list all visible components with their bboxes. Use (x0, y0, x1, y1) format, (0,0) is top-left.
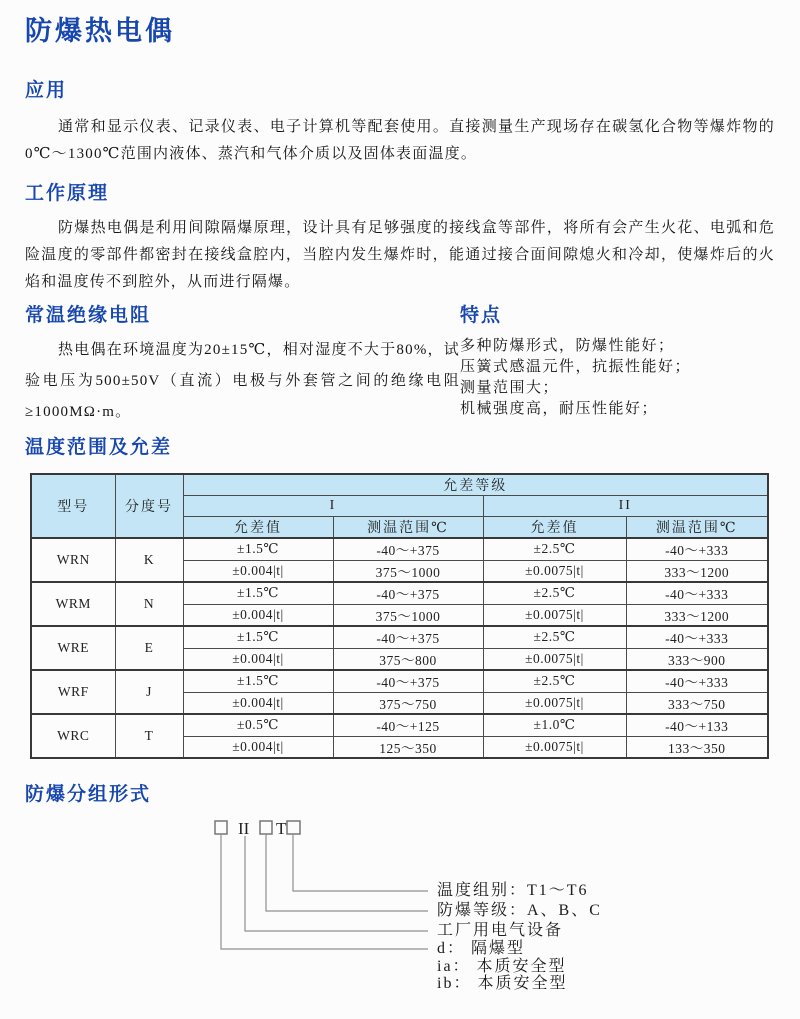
feature-list (460, 336, 775, 420)
table-cell: ±0.004|t| (183, 648, 333, 670)
table-row (31, 538, 768, 560)
code-box-3 (260, 821, 272, 834)
table-cell: -40～+333 (626, 538, 768, 560)
code-part-II: II (238, 819, 250, 838)
diagram-lines (25, 820, 775, 1003)
table-cell: -40～+133 (626, 714, 768, 736)
tolerance-table-header (31, 474, 768, 538)
connector-line-factory (245, 836, 428, 931)
table-cell: ±0.0075|t| (483, 692, 626, 714)
features-column (460, 304, 775, 428)
table-cell: ±0.004|t| (183, 560, 333, 582)
table-cell: WRM (31, 582, 115, 626)
table-row (31, 670, 768, 692)
feature-item: 压簧式感温元件，抗振性能好； (460, 359, 692, 375)
tolerance-table (30, 473, 769, 759)
table-cell: ±0.0075|t| (483, 648, 626, 670)
table-cell: 125～350 (333, 736, 483, 758)
table-cell: ±0.5℃ (183, 714, 333, 736)
table-cell: 333～1200 (626, 560, 768, 582)
table-cell: ±2.5℃ (483, 626, 626, 648)
col-header-tolerance-value: 允差值 (183, 517, 333, 539)
table-cell: -40～+333 (626, 670, 768, 692)
table-cell: 333～750 (626, 692, 768, 714)
two-column-section (25, 304, 775, 428)
insulation-paragraph: 热电偶在环境温度为20±15℃，相对湿度不大于80%，试验电压为500±50V（直流）电极与外套管之间的绝缘电阻≥1000MΩ·m。 (25, 342, 460, 420)
label-intrinsic-ia: ia： 本质安全型 (437, 958, 567, 975)
table-cell: 375～750 (333, 692, 483, 714)
code-part-T: T (276, 819, 287, 838)
insulation-column (25, 304, 460, 428)
table-cell: WRC (31, 714, 115, 758)
table-cell: T (115, 714, 183, 758)
label-flameproof-d: d： 隔爆型 (437, 940, 526, 957)
application-paragraph: 通常和显示仪表、记录仪表、电子计算机等配套使用。直接测量生产现场存在碳氢化合物等爆炸物的0℃～1300℃范围内液体、蒸汽和气体介质以及固体表面温度。 (25, 119, 775, 162)
page-title: 防爆热电偶 (25, 16, 175, 46)
table-cell: ±0.004|t| (183, 604, 333, 626)
table-cell: ±2.5℃ (483, 670, 626, 692)
connector-line-temp-group (293, 834, 428, 891)
table-cell: ±2.5℃ (483, 582, 626, 604)
table-cell: -40～+375 (333, 582, 483, 604)
label-exp-grade: 防爆等级：A、B、C (437, 902, 602, 919)
label-factory-equipment: 工厂用电气设备 (437, 922, 564, 939)
table-cell: N (115, 582, 183, 626)
section-heading-features: 特点 (460, 305, 503, 326)
table-cell: 133～350 (626, 736, 768, 758)
table-cell: ±1.5℃ (183, 582, 333, 604)
table-cell: 375～1000 (333, 604, 483, 626)
table-cell: 333～900 (626, 648, 768, 670)
section-heading-application: 应用 (25, 80, 68, 101)
col-header-tolerance-value: 允差值 (483, 517, 626, 539)
col-header-temp-range: 测温范围℃ (333, 517, 483, 539)
table-cell: ±2.5℃ (483, 538, 626, 560)
col-header-temp-range: 测温范围℃ (626, 517, 768, 539)
label-temp-group: 温度组别：T1～T6 (437, 882, 589, 899)
table-cell: 375～800 (333, 648, 483, 670)
table-cell: ±1.5℃ (183, 626, 333, 648)
col-header-class-i: I (183, 496, 483, 517)
table-cell: -40～+333 (626, 582, 768, 604)
table-cell: -40～+375 (333, 670, 483, 692)
table-cell: ±0.004|t| (183, 692, 333, 714)
table-cell: ±1.5℃ (183, 538, 333, 560)
table-cell: 333～1200 (626, 604, 768, 626)
table-cell: -40～+333 (626, 626, 768, 648)
table-cell: -40～+375 (333, 626, 483, 648)
code-box-1 (215, 821, 227, 834)
section-heading-tolerance: 温度范围及允差 (25, 437, 173, 458)
table-cell: J (115, 670, 183, 714)
table-cell: ±1.0℃ (483, 714, 626, 736)
table-row (31, 714, 768, 736)
col-header-class-ii: II (483, 496, 768, 517)
table-cell: WRN (31, 538, 115, 582)
table-row (31, 626, 768, 648)
table-cell: -40～+375 (333, 538, 483, 560)
table-cell: K (115, 538, 183, 582)
table-cell: ±0.0075|t| (483, 736, 626, 758)
section-heading-insulation: 常温绝缘电阻 (25, 305, 152, 326)
section-heading-principle: 工作原理 (25, 183, 110, 204)
table-cell: -40～+125 (333, 714, 483, 736)
table-cell: ±0.0075|t| (483, 604, 626, 626)
feature-item: 多种防爆形式，防爆性能好； (460, 338, 675, 354)
connector-line-grade (266, 834, 428, 911)
label-intrinsic-ib: ib： 本质安全型 (437, 975, 568, 992)
table-cell: WRE (31, 626, 115, 670)
col-header-model: 型号 (31, 474, 115, 538)
tolerance-table-body (31, 538, 768, 758)
model-code-diagram (25, 820, 775, 1003)
table-cell: WRF (31, 670, 115, 714)
col-header-graduation: 分度号 (115, 474, 183, 538)
table-cell: E (115, 626, 183, 670)
table-cell: ±1.5℃ (183, 670, 333, 692)
feature-item: 机械强度高，耐压性能好； (460, 401, 659, 417)
feature-item: 测量范围大； (460, 380, 560, 396)
table-cell: 375～1000 (333, 560, 483, 582)
table-row (31, 582, 768, 604)
code-box-4 (287, 821, 300, 834)
principle-paragraph: 防爆热电偶是利用间隙隔爆原理，设计具有足够强度的接线盒等部件，将所有会产生火花、电弧和危险温度的零部件都密封在接线盒腔内，当腔内发生爆炸时，能通过接合面间隙熄火和冷却，使爆炸后的火焰和温度传不到腔外，从而进行隔爆。 (25, 220, 775, 290)
section-heading-grouping: 防爆分组形式 (25, 784, 152, 805)
table-cell: ±0.0075|t| (483, 560, 626, 582)
col-header-tolerance-class: 允差等级 (183, 474, 768, 496)
table-cell: ±0.004|t| (183, 736, 333, 758)
